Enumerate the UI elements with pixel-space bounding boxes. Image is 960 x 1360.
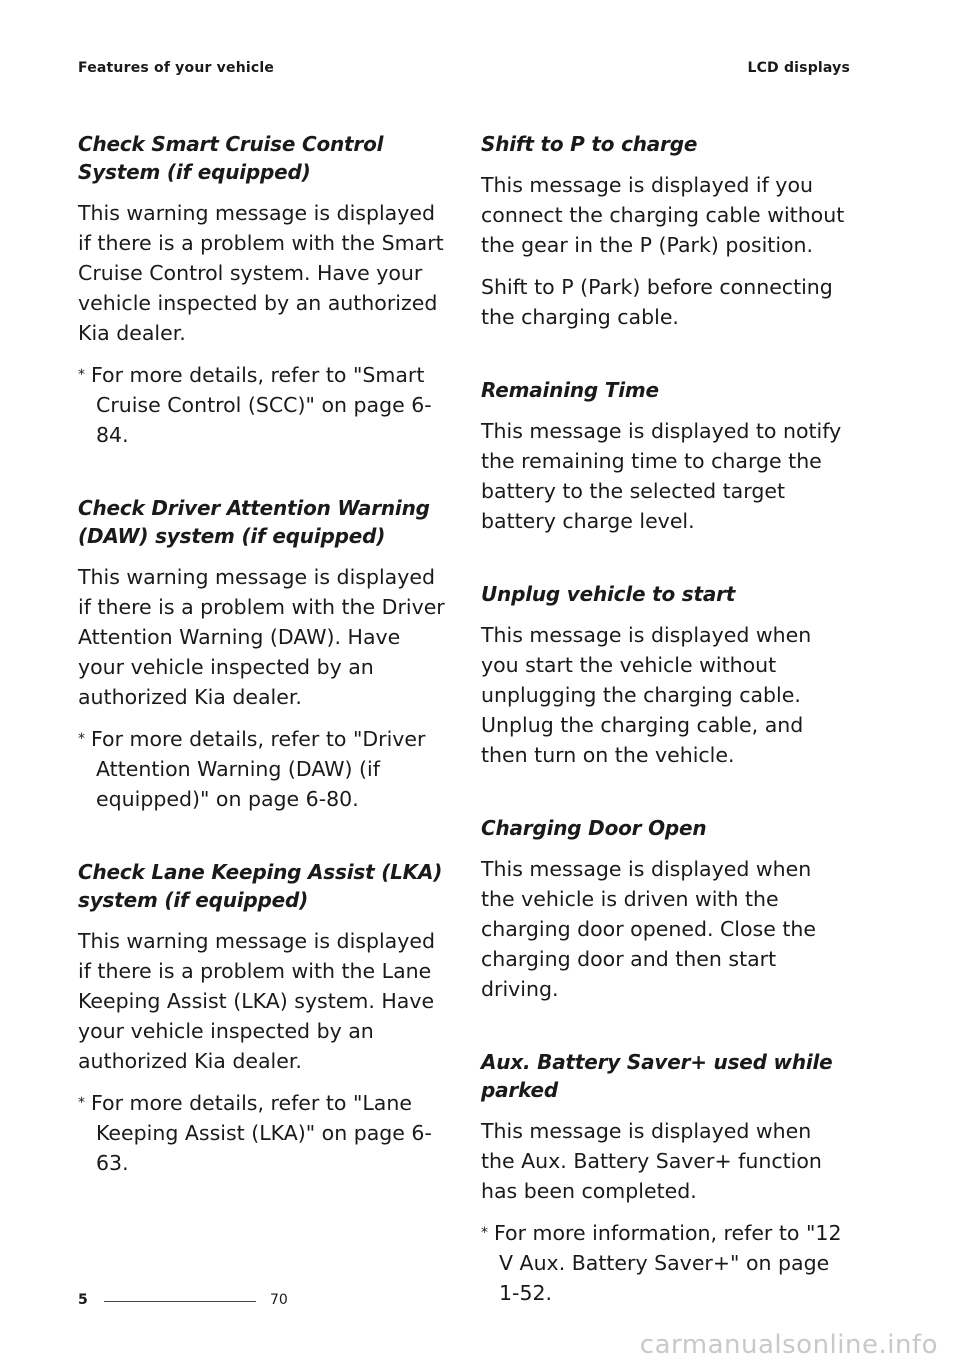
section-body: This warning message is displayed if there is a problem with the Driver Attention Warning (DAW). Have your vehicle inspected by an authorized Kia dealer. (78, 565, 445, 709)
section-body: This message is displayed when the vehicle is driven with the charging door opened. Close the charging door and then start driving. (481, 857, 816, 1001)
asterisk-icon: * (78, 731, 85, 747)
section-body: This warning message is displayed if there is a problem with the Smart Cruise Control system. Have your vehicle inspected by an authorized Kia dealer. (78, 201, 444, 345)
section-body: This warning message is displayed if there is a problem with the Lane Keeping Assist (LKA) system. Have your vehicle inspected by an authorized Kia dealer. (78, 929, 435, 1073)
section-body-secondary: Shift to P (Park) before connecting the charging cable. (481, 275, 833, 329)
section-heading: Charging Door Open (481, 816, 707, 840)
section-aux-battery-saver (481, 1048, 851, 1308)
right-column (481, 130, 851, 1352)
reference-note-text: For more information, refer to "12 V Aux. Battery Saver+" on page 1-52. (494, 1221, 842, 1305)
reference-note (78, 360, 448, 450)
section-heading: Unplug vehicle to start (481, 582, 736, 606)
section-body: This message is displayed if you connect the charging cable without the gear in the P (Park) position. (481, 173, 845, 257)
reference-note (78, 724, 448, 814)
section-body: This message is displayed when the Aux. Battery Saver+ function has been completed. (481, 1119, 822, 1203)
section-heading: Check Driver Attention Warning (DAW) system (if equipped) (78, 496, 430, 548)
running-header-topic: LCD displays (747, 60, 850, 76)
section-smart-cruise-control (78, 130, 448, 450)
reference-note-text: For more details, refer to "Driver Attention Warning (DAW) (if equipped)" on page 6-80. (91, 727, 426, 811)
section-shift-to-p (481, 130, 851, 332)
section-body: This message is displayed to notify the remaining time to charge the battery to the selected target battery charge level. (481, 419, 842, 533)
footer-section-number: 5 (78, 1292, 88, 1308)
reference-note-text: For more details, refer to "Smart Cruise Control (SCC)" on page 6-84. (91, 363, 432, 447)
footer-divider (104, 1301, 256, 1302)
section-unplug-vehicle (481, 580, 851, 770)
asterisk-icon: * (78, 1095, 85, 1111)
section-heading: Aux. Battery Saver+ used while parked (481, 1050, 833, 1102)
section-heading: Shift to P to charge (481, 132, 698, 156)
footer-page-number: 70 (270, 1292, 288, 1308)
section-charging-door-open (481, 814, 851, 1004)
section-heading: Check Lane Keeping Assist (LKA) system (if equipped) (78, 860, 443, 912)
left-column (78, 130, 448, 1222)
running-header-section: Features of your vehicle (78, 60, 275, 76)
section-body: This message is displayed when you start the vehicle without unplugging the charging cable. Unplug the charging cable, and then turn on the vehicle. (481, 623, 812, 767)
asterisk-icon: * (481, 1225, 488, 1241)
watermark: carmanualsonline.info (639, 1330, 938, 1360)
section-heading: Remaining Time (481, 378, 659, 402)
section-lane-keeping-assist (78, 858, 448, 1178)
section-heading: Check Smart Cruise Control System (if equipped) (78, 132, 384, 184)
asterisk-icon: * (78, 367, 85, 383)
section-remaining-time (481, 376, 851, 536)
reference-note (481, 1218, 851, 1308)
reference-note (78, 1088, 448, 1178)
reference-note-text: For more details, refer to "Lane Keeping Assist (LKA)" on page 6-63. (91, 1091, 432, 1175)
section-driver-attention-warning (78, 494, 448, 814)
